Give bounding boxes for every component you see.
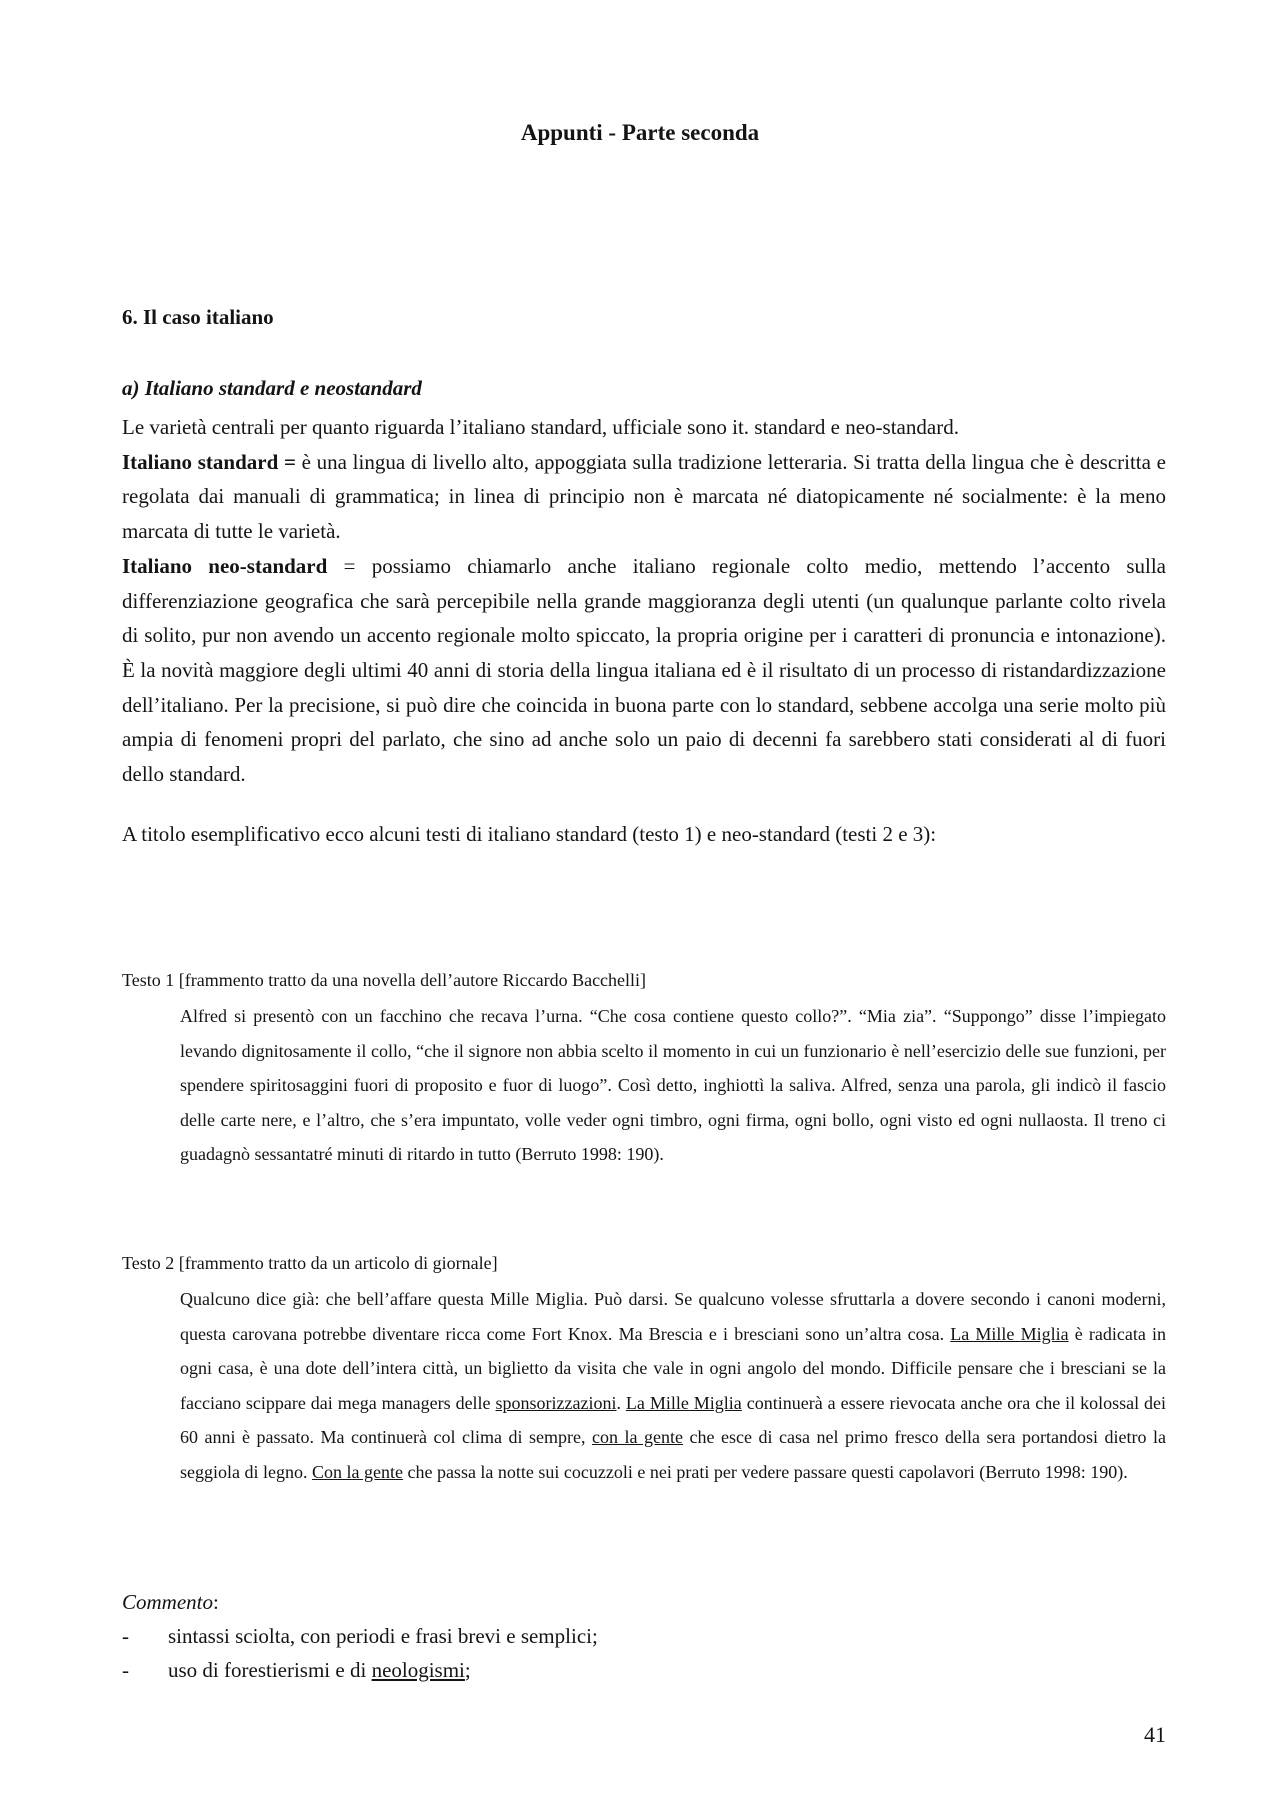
- page-title: Appunti - Parte seconda: [520, 120, 760, 145]
- intro-text: [122, 410, 1166, 792]
- neostandard-text: = possiamo chiamarlo anche italiano regionale colto medio, mettendo l’accento sulla differenziazione geografica che sarà percepibile nella grande maggioranza degli utenti (un qualunque parlante colto rivela di solito, pur non avendo un accento regionale molto spiccato, la propria origine per i caratteri di pronuncia e intonazione). È la novità maggiore degli ultimi 40 anni di storia della lingua italiana ed è il risultato di un processo di ristandardizzazione dell’italiano. Per la precisione, si può dire che coincida in buona parte con lo standard, sebbene accolga una serie molto più ampia di fenomeni propri del parlato, che sino ad anche solo un paio di decenni fa sarebbero stati considerati al di fuori dello standard.: [122, 553, 1167, 787]
- underlined-word: neologismi: [371, 1658, 465, 1682]
- testo-2-text: Qualcuno dice già: che bell’affare questa Mille Miglia. Può darsi. Se qualcuno volesse sfruttarla a dovere secondo i canoni moderni, questa carovana potrebbe diventare ricca come Fort Knox. Ma Brescia e i bresciani sono un’altra cosa.: [180, 1289, 1166, 1344]
- underlined-phrase: sponsorizzazioni: [495, 1392, 617, 1413]
- underlined-phrase: La Mille Miglia: [625, 1392, 742, 1413]
- testo-1-label: Testo 1 [frammento tratto da una novella dell’autore Riccardo Bacchelli]: [122, 970, 647, 990]
- testo-2-text: che esce di casa nel primo fresco della sera portandosi dietro la seggiola di legno.: [180, 1427, 1166, 1482]
- example-intro: A titolo esemplificativo ecco alcuni testi di italiano standard (testo 1) e neo-standard (testi 2 e 3):: [122, 822, 937, 846]
- testo-2-quote: [180, 1282, 1166, 1490]
- testo-2-text: continuerà a essere rievocata anche ora che il kolossal dei 60 anni è passato. Ma continuerà col clima di sempre,: [180, 1392, 1167, 1448]
- section-heading: 6. Il caso italiano: [122, 305, 274, 329]
- list-item-text: ;: [464, 1658, 471, 1682]
- neostandard-term: Italiano neo-standard: [122, 553, 328, 578]
- intro-line: Le varietà centrali per quanto riguarda l’italiano standard, ufficiale sono it. standard e neo-standard.: [122, 415, 959, 439]
- testo-2-text: è radicata in ogni casa, è una dote dell’intera città, un biglietto da visita che vale in ogni angolo del mondo. Difficile pensare che i bresciani se la facciano scippare dai mega managers delle: [180, 1323, 1166, 1413]
- subheading: a) Italiano standard e neostandard: [122, 376, 422, 400]
- testo-2-label: Testo 2 [frammento tratto da un articolo di giornale]: [122, 1253, 498, 1273]
- testo-2: [122, 1250, 1166, 1490]
- standard-text: è una lingua di livello alto, appoggiata sulla tradizione letteraria. Si tratta della lingua che è descritta e regolata dai manuali di grammatica; in linea di principio non è marcata né diatopicamente né socialmente: è la meno marcata di tutte le varietà.: [122, 449, 1166, 544]
- underlined-phrase: Con la gente: [311, 1461, 403, 1482]
- standard-term: Italiano standard =: [122, 449, 296, 474]
- testo-1-quote: Alfred si presentò con un facchino che recava l’urna. “Che cosa contiene questo collo?”. “Mia zia”. “Suppongo” disse l’impiegato levando dignitosamente il collo, “che il signore non abbia scelto il momento in cui un funzionario è nell’esercizio delle sue funzioni, per spendere spiritosaggini fuori di proposito e fuor di luogo”. Così detto, inghiottì la saliva. Alfred, senza una parola, gli indicò il fascio delle carte nere, e l’altro, che s’era impuntato, volle veder ogni timbro, ogni firma, ogni bollo, ogni visto ed ogni nullaosta. Il treno ci guadagnò sessantatré minuti di ritardo in tutto (Berruto 1998: 190).: [180, 1006, 1166, 1165]
- page-number: 41: [1144, 1722, 1166, 1747]
- testo-2-text: che passa la notte sui cocuzzoli e nei prati per vedere passare questi capolavori (Berruto 1998: 190).: [402, 1461, 1128, 1482]
- list-item: [122, 1619, 1166, 1653]
- list-item: [122, 1653, 1166, 1687]
- list-dash: -: [122, 1658, 129, 1682]
- neostandard-definition: [122, 549, 1166, 792]
- commento-label: Commento: [122, 1590, 213, 1614]
- testo-1: [122, 967, 1166, 1172]
- commento-section: [122, 1585, 1166, 1687]
- commento-heading: [122, 1585, 1166, 1619]
- list-dash: -: [122, 1624, 129, 1648]
- underlined-phrase: La Mille Miglia: [950, 1323, 1069, 1344]
- standard-definition: [122, 445, 1166, 549]
- underlined-phrase: con la gente: [592, 1427, 684, 1448]
- commento-list: [122, 1619, 1166, 1687]
- testo-2-text: .: [616, 1392, 626, 1413]
- list-item-text: uso di forestierismi e di: [168, 1658, 372, 1682]
- list-item-text: sintassi sciolta, con periodi e frasi brevi e semplici;: [168, 1624, 598, 1648]
- commento-colon: :: [213, 1590, 219, 1614]
